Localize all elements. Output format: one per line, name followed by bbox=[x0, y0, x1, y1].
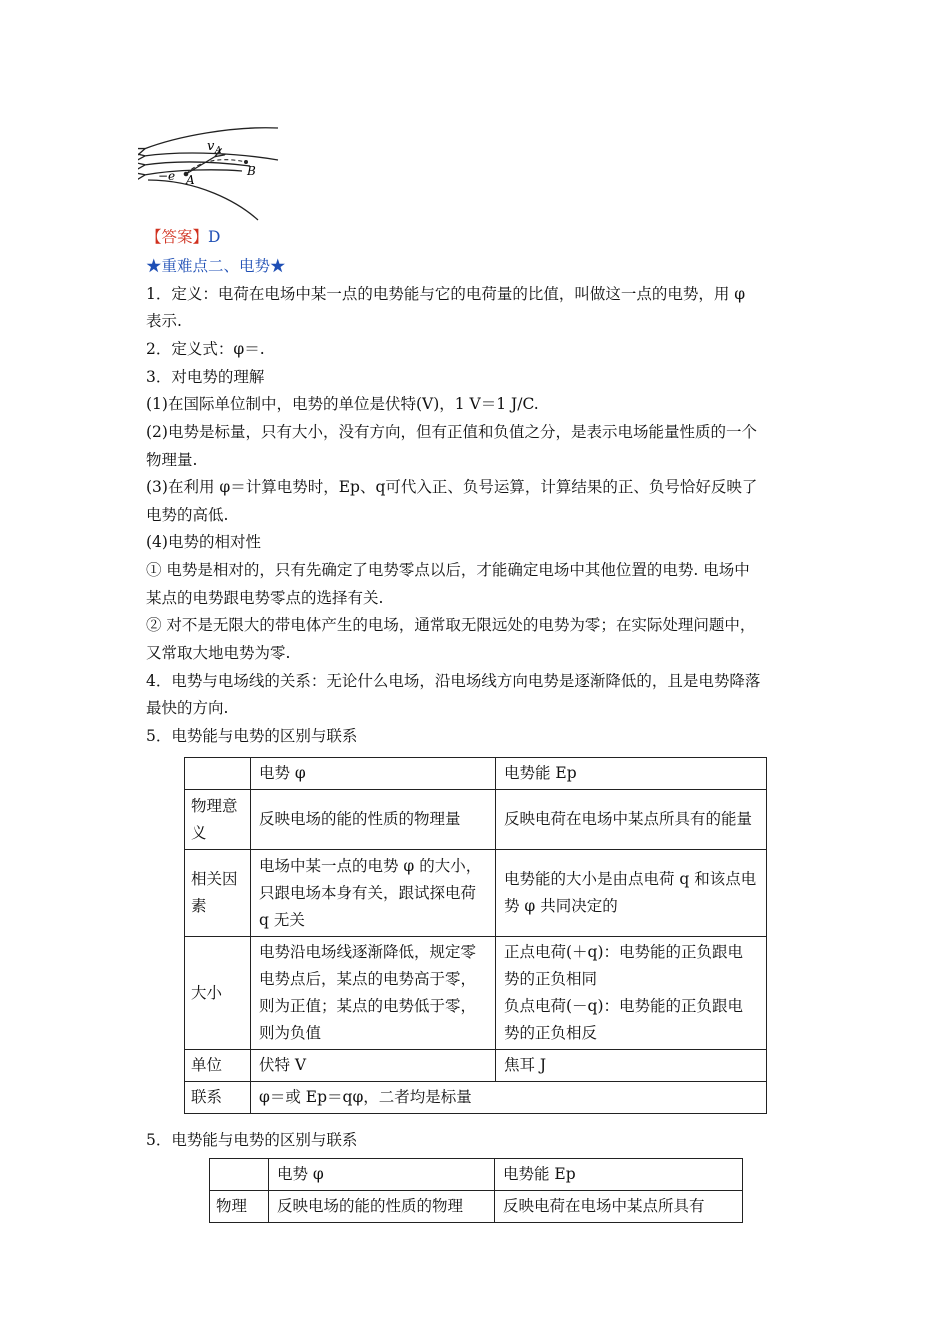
row-label: 联系 bbox=[185, 1082, 251, 1114]
table-header-energy: 电势能 Ep bbox=[495, 1159, 743, 1191]
table-cell bbox=[496, 937, 767, 1050]
table-row bbox=[185, 1050, 767, 1082]
table-row bbox=[185, 937, 767, 1050]
para-14: 又常取大地电势为零. bbox=[146, 644, 291, 662]
table-header-row bbox=[210, 1159, 743, 1191]
table-cell: 电势沿电场线逐渐降低，规定零电势点后，某点的电势高于零，则为正值；某点的电势低于零，则为负值 bbox=[251, 937, 496, 1050]
table-cell: φ＝或 Ep＝qφ，二者均是标量 bbox=[251, 1082, 767, 1114]
table-row bbox=[185, 850, 767, 937]
table-cell: 反映电荷在电场中某点所具有的能量 bbox=[496, 790, 767, 850]
comparison-table bbox=[184, 757, 767, 1114]
field-line-figure bbox=[138, 122, 288, 224]
field-line-5 bbox=[148, 180, 258, 220]
table-cell: 反映电场的能的性质的物理量 bbox=[251, 790, 496, 850]
para-7: 物理量. bbox=[146, 451, 198, 469]
para-16: 最快的方向. bbox=[146, 699, 229, 717]
size-negative: 负点电荷(－q)：电势能的正负跟电势的正负相反 bbox=[504, 997, 744, 1042]
table-cell bbox=[210, 1159, 269, 1191]
row-label: 物理 bbox=[210, 1191, 269, 1223]
para-10: (4)电势的相对性 bbox=[146, 533, 261, 551]
answer-close-bracket: 】 bbox=[192, 228, 209, 246]
para-3: 2．定义式：φ＝. bbox=[146, 340, 265, 358]
table-cell: 反映电场的能的性质的物理 bbox=[269, 1191, 495, 1223]
label-e: −e bbox=[158, 169, 176, 183]
table-header-row bbox=[185, 758, 767, 790]
para-6: (2)电势是标量，只有大小，没有方向，但有正值和负值之分，是表示电场能量性质的一个 bbox=[146, 423, 757, 441]
table-row bbox=[185, 790, 767, 850]
field-line-3 bbox=[144, 162, 250, 166]
para-17: 5．电势能与电势的区别与联系 bbox=[146, 727, 358, 745]
answer-open-bracket: 【 bbox=[146, 228, 162, 246]
table-header-potential: 电势 φ bbox=[251, 758, 496, 790]
label-v-sub: A bbox=[215, 146, 222, 156]
para-5: (1)在国际单位制中，电势的单位是伏特(V)，1 V＝1 J/C. bbox=[146, 395, 539, 413]
section-heading-2: 5．电势能与电势的区别与联系 bbox=[146, 1131, 358, 1149]
table-cell: 电势能的大小是由点电荷 q 和该点电势 φ 共同决定的 bbox=[496, 850, 767, 937]
label-b: B bbox=[247, 164, 256, 178]
para-13: ② 对不是无限大的带电体产生的电场，通常取无限远处的电势为零；在实际处理问题中， bbox=[146, 616, 756, 634]
velocity-arrow bbox=[186, 156, 216, 174]
row-label: 单位 bbox=[185, 1050, 251, 1082]
table-cell: 焦耳 J bbox=[496, 1050, 767, 1082]
table-row bbox=[210, 1191, 743, 1223]
table-header-energy: 电势能 Ep bbox=[496, 758, 767, 790]
para-2: 表示. bbox=[146, 312, 182, 330]
row-label: 物理意义 bbox=[185, 790, 251, 850]
para-1: 1．定义：电荷在电场中某一点的电势能与它的电荷量的比值，叫做这一点的电势，用 φ bbox=[146, 285, 746, 303]
size-positive: 正点电荷(＋q)：电势能的正负跟电势的正负相同 bbox=[504, 943, 744, 988]
answer-label: 答案 bbox=[161, 228, 193, 246]
para-8: (3)在利用 φ＝计算电势时，Ep、q可代入正、负号运算，计算结果的正、负号恰好反映了 bbox=[146, 478, 758, 496]
para-4: 3．对电势的理解 bbox=[146, 368, 265, 386]
table-cell: 反映电荷在电场中某点所具有 bbox=[495, 1191, 743, 1223]
label-a: A bbox=[186, 173, 195, 187]
answer-value: D bbox=[208, 228, 221, 246]
table-cell: 伏特 V bbox=[251, 1050, 496, 1082]
para-11: ① 电势是相对的，只有先确定了电势零点以后，才能确定电场中其他位置的电势. 电场中 bbox=[146, 561, 750, 579]
para-15: 4．电势与电场线的关系：无论什么电场，沿电场线方向电势是逐渐降低的，且是电势降落 bbox=[146, 672, 761, 690]
table-cell: 电场中某一点的电势 φ 的大小，只跟电场本身有关，跟试探电荷 q 无关 bbox=[251, 850, 496, 937]
para-9: 电势的高低. bbox=[146, 506, 229, 524]
label-v: v bbox=[207, 139, 215, 154]
section-heading: ★重难点二、电势★ bbox=[146, 257, 286, 275]
para-12: 某点的电势跟电势零点的选择有关. bbox=[146, 589, 384, 607]
comparison-table-2 bbox=[209, 1158, 743, 1223]
table-row bbox=[185, 1082, 767, 1114]
row-label: 大小 bbox=[185, 937, 251, 1050]
table-cell bbox=[185, 758, 251, 790]
answer-line bbox=[146, 224, 220, 251]
table-header-potential: 电势 φ bbox=[269, 1159, 495, 1191]
row-label: 相关因素 bbox=[185, 850, 251, 937]
